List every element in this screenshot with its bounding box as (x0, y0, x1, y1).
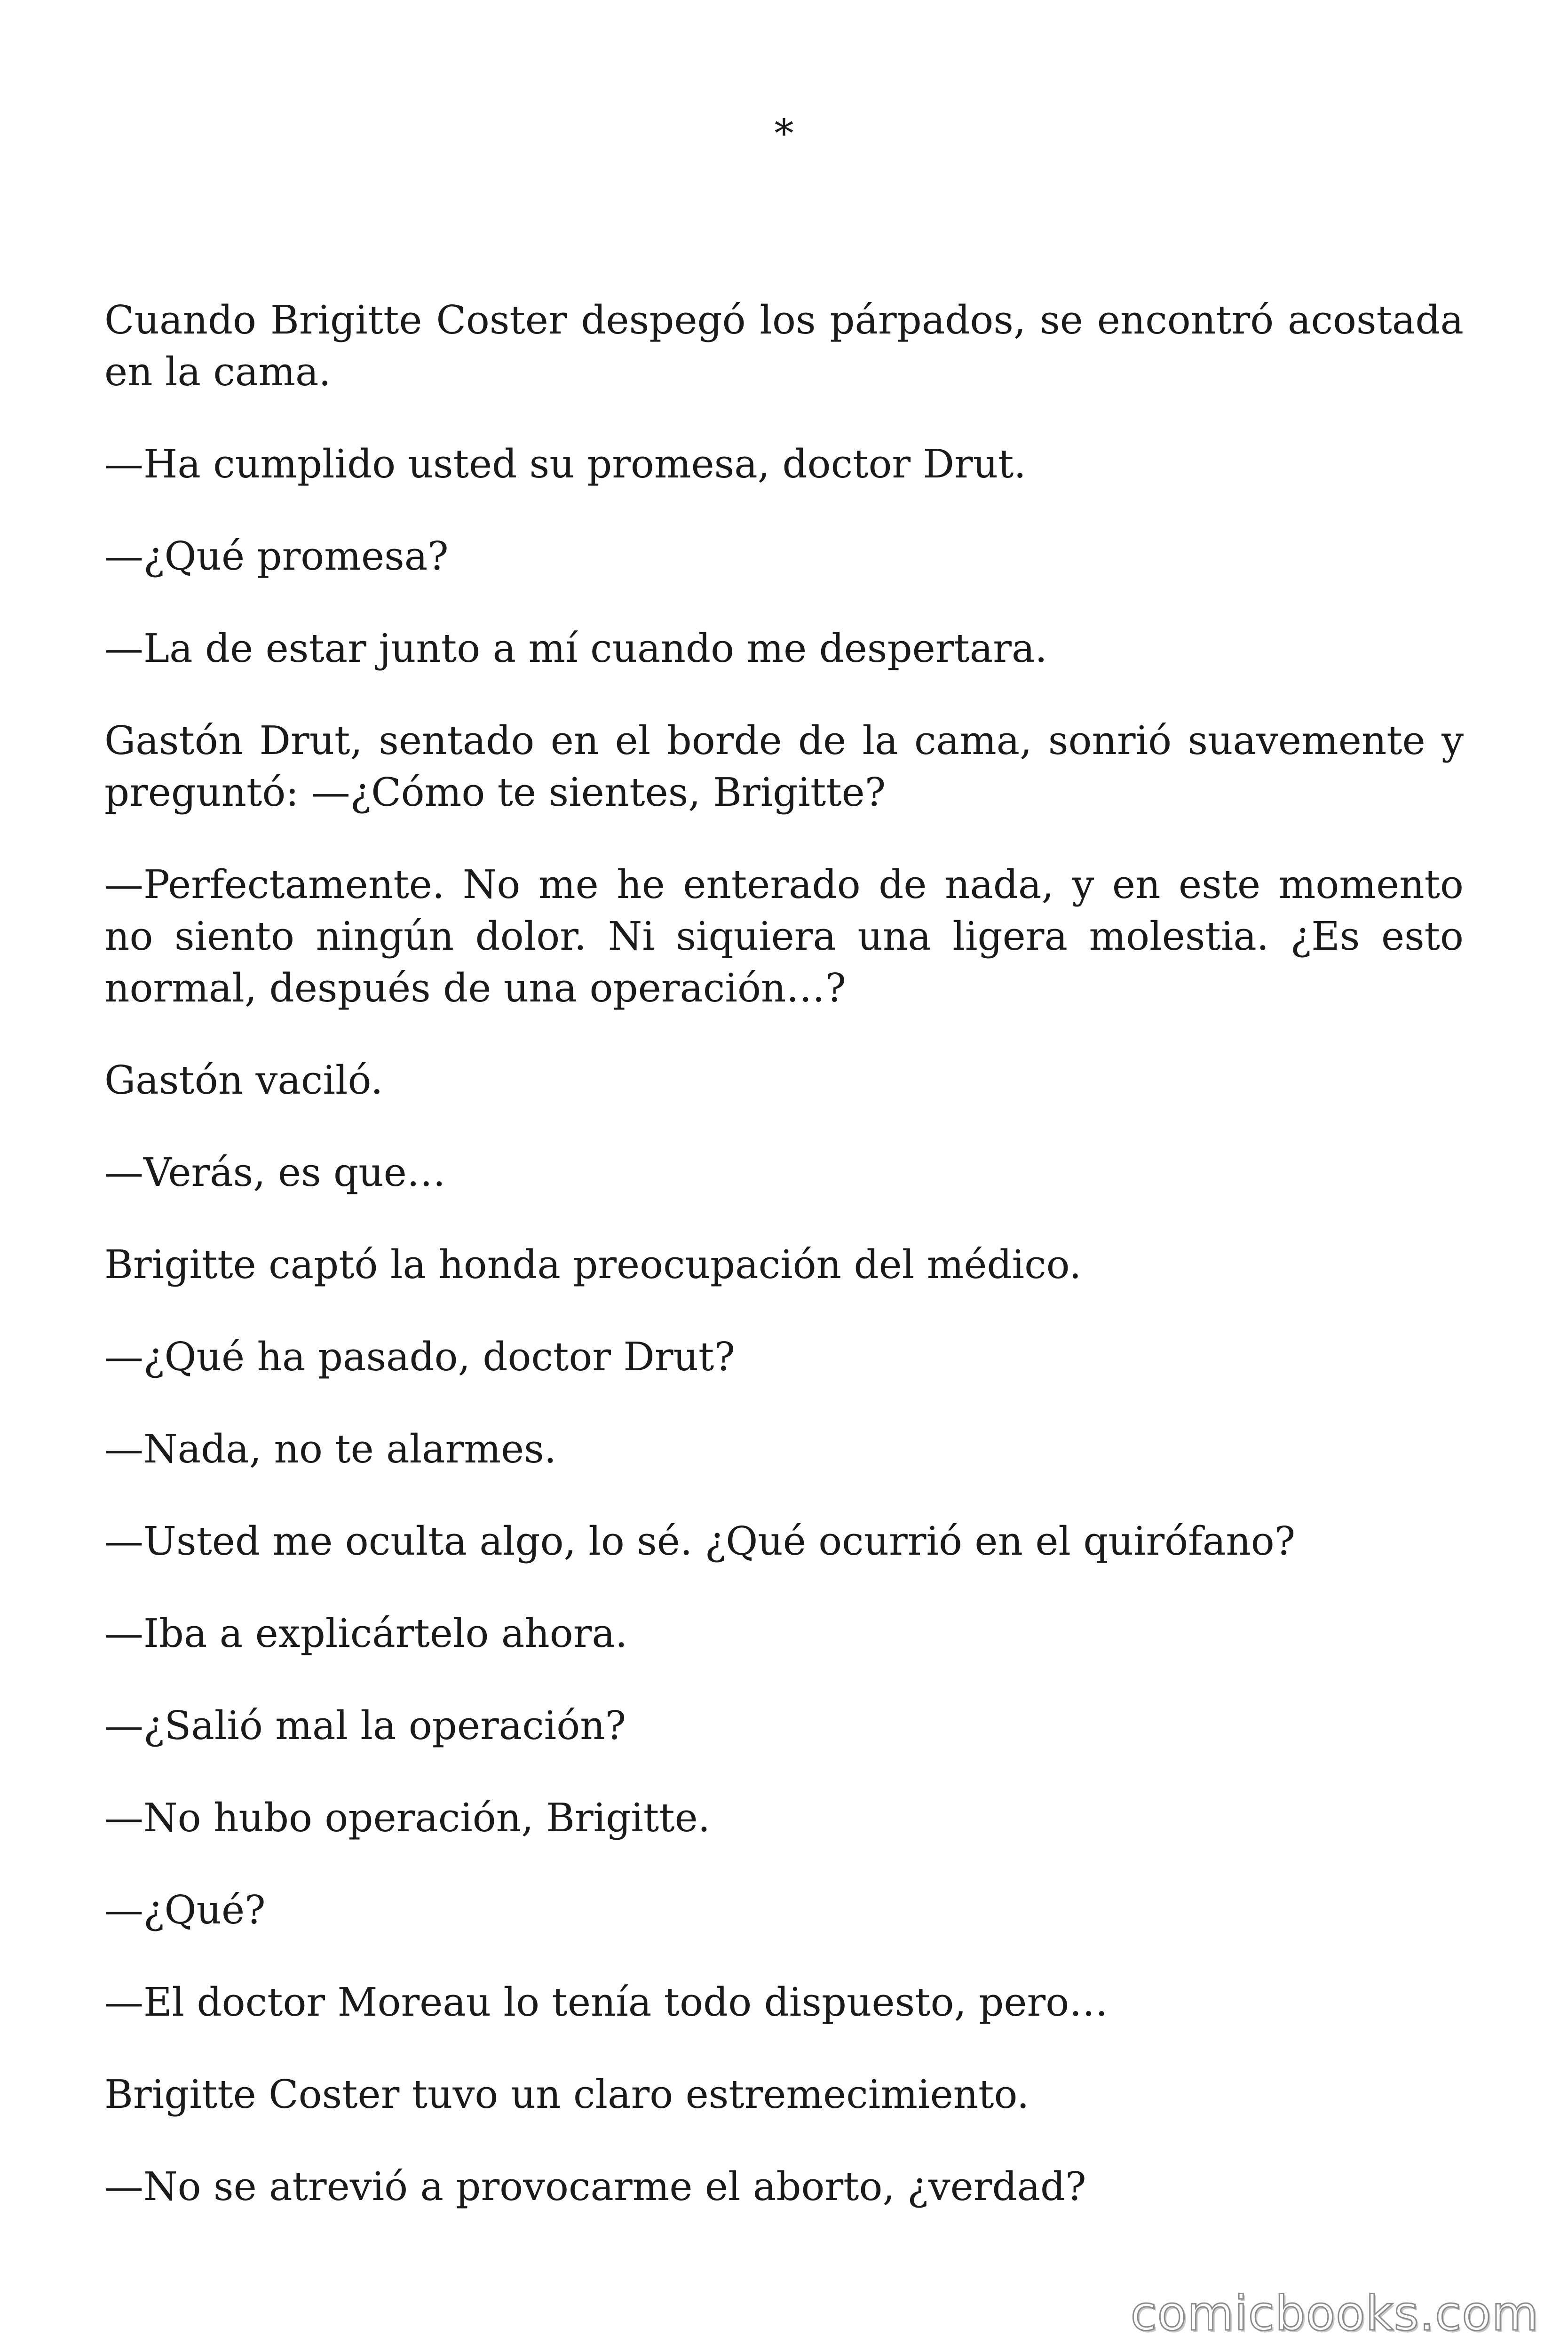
paragraph: —Perfectamente. No me he enterado de nada, y en este momento no siento ningún dolor. Ni siquiera una ligera molestia. ¿Es esto normal, después de una operación…? (104, 862, 1464, 1011)
watermark: comicbooks.com (1130, 2286, 1539, 2342)
paragraph: —Iba a explicártelo ahora. (104, 1611, 628, 1656)
paragraph: —No se atrevió a provocarme el aborto, ¿verdad? (104, 2164, 1086, 2209)
paragraph: —¿Qué promesa? (104, 533, 449, 579)
body-text (104, 294, 1464, 2253)
section-separator: * (774, 111, 794, 156)
paragraph: —¿Qué? (104, 1887, 266, 1933)
paragraph: —¿Qué ha pasado, doctor Drut? (104, 1334, 735, 1380)
paragraph: Brigitte Coster tuvo un claro estremecimiento. (104, 2072, 1029, 2117)
paragraph: Gastón Drut, sentado en el borde de la cama, sonrió suavemente y preguntó: —¿Cómo te sientes, Brigitte? (104, 718, 1464, 815)
paragraph: —El doctor Moreau lo tenía todo dispuesto, pero… (104, 1979, 1109, 2025)
paragraph: Gastón vaciló. (104, 1057, 383, 1103)
paragraph: —La de estar junto a mí cuando me despertara. (104, 626, 1047, 671)
paragraph: —Verás, es que… (104, 1150, 446, 1195)
paragraph: Cuando Brigitte Coster despegó los párpados, se encontró acostada en la cama. (104, 297, 1464, 395)
paragraph: —¿Salió mal la operación? (104, 1703, 626, 1748)
paragraph: —Usted me oculta algo, lo sé. ¿Qué ocurrió en el quirófano? (104, 1518, 1296, 1564)
paragraph: Brigitte captó la honda preocupación del médico. (104, 1242, 1082, 1287)
paragraph: —Ha cumplido usted su promesa, doctor Drut. (104, 441, 1026, 487)
paragraph: —Nada, no te alarmes. (104, 1426, 557, 1472)
paragraph: —No hubo operación, Brigitte. (104, 1795, 711, 1841)
